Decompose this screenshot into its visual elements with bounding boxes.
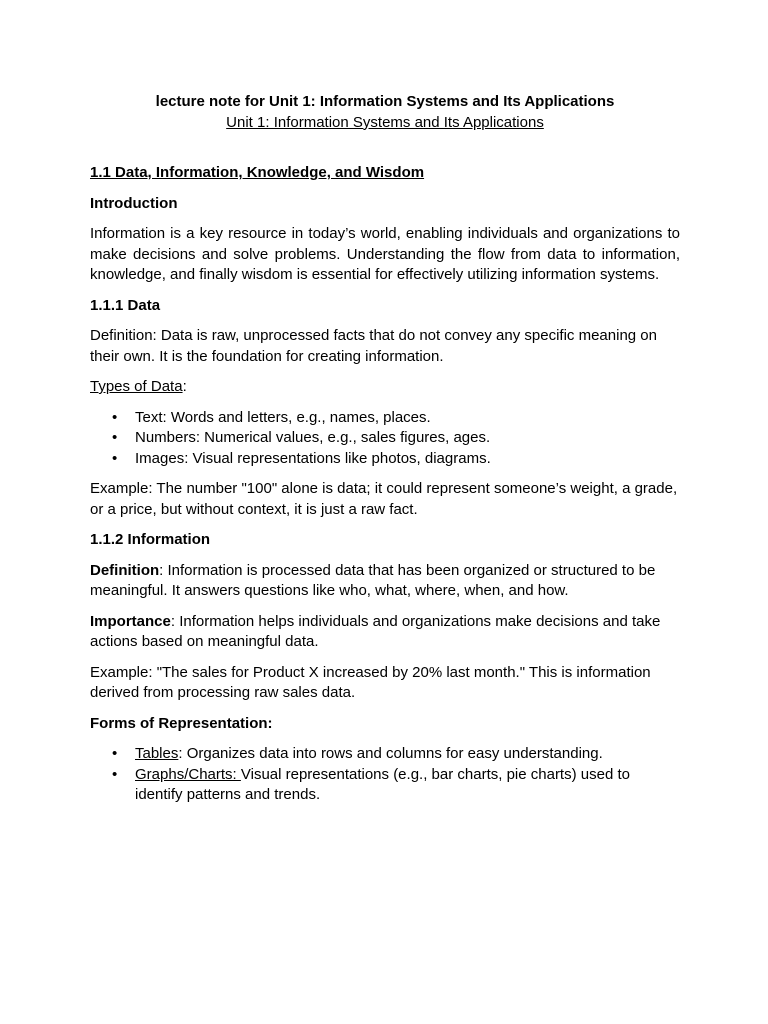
types-of-data-colon: : — [182, 378, 187, 395]
definition-label: Definition — [90, 561, 160, 579]
bullet-icon: • — [112, 449, 118, 467]
data-example-paragraph: Example: The number "100" alone is data; it could represent someone’s weight, a grade, or a price, but without context, it is just a raw fact. — [90, 480, 678, 518]
types-of-data-label-line — [90, 377, 680, 398]
data-definition-paragraph: Definition: Data is raw, unprocessed facts that do not convey any specific meaning on their own. It is the foundation for creating information. — [90, 327, 657, 365]
list-item — [90, 408, 680, 429]
list-item-text: Numbers: Numerical values, e.g., sales figures, ages. — [135, 429, 491, 446]
list-item-text: Visual representations (e.g., bar charts, pie charts) used to identify patterns and trends. — [135, 765, 630, 803]
list-item-text: Text: Words and letters, e.g., names, places. — [135, 408, 431, 426]
types-of-data-list — [90, 408, 680, 470]
introduction-heading: Introduction — [90, 194, 178, 212]
importance-label: Importance — [90, 612, 171, 630]
list-item-text: Images: Visual representations like photos, diagrams. — [135, 449, 491, 467]
section-1-1-2-heading: 1.1.2 Information — [90, 531, 211, 548]
list-item — [90, 449, 680, 470]
forms-of-representation-heading: Forms of Representation: — [90, 714, 273, 732]
information-example-paragraph: Example: "The sales for Product X increased by 20% last month." This is information derived from processing raw sales data. — [90, 663, 651, 701]
document-title: lecture note for Unit 1: Information Systems and Its Applications — [155, 93, 615, 110]
list-item — [90, 765, 680, 806]
bullet-icon: • — [112, 429, 118, 446]
types-of-data-label: Types of Data — [90, 378, 183, 395]
importance-text: : Information helps individuals and organizations make decisions and take actions based on meaningful data. — [90, 612, 661, 650]
definition-text: : Information is processed data that has been organized or structured to be meaningful. It answers questions like who, what, where, when, and how. — [90, 561, 656, 599]
list-item-label: Graphs/Charts: — [135, 765, 241, 783]
list-item-text: : Organizes data into rows and columns for easy understanding. — [178, 745, 603, 762]
document-subtitle: Unit 1: Information Systems and Its Applications — [226, 113, 544, 131]
list-item-label: Tables — [135, 745, 179, 762]
list-item — [90, 744, 680, 765]
section-1-1-heading: 1.1 Data, Information, Knowledge, and Wisdom — [90, 164, 425, 181]
section-1-1-1-heading: 1.1.1 Data — [90, 296, 161, 314]
information-importance-paragraph — [90, 612, 680, 653]
information-definition-paragraph — [90, 561, 680, 602]
bullet-icon: • — [112, 408, 118, 426]
bullet-icon: • — [112, 765, 118, 783]
list-item — [90, 428, 680, 449]
introduction-paragraph: Information is a key resource in today’s world, enabling individuals and organizations to make decisions and solve problems. Understanding the flow from data to information, knowledge, and finally wisdom is essential for effectively utilizing information systems. — [90, 225, 680, 283]
bullet-icon: • — [112, 745, 118, 762]
document-page — [90, 92, 680, 816]
forms-of-representation-list — [90, 744, 680, 806]
